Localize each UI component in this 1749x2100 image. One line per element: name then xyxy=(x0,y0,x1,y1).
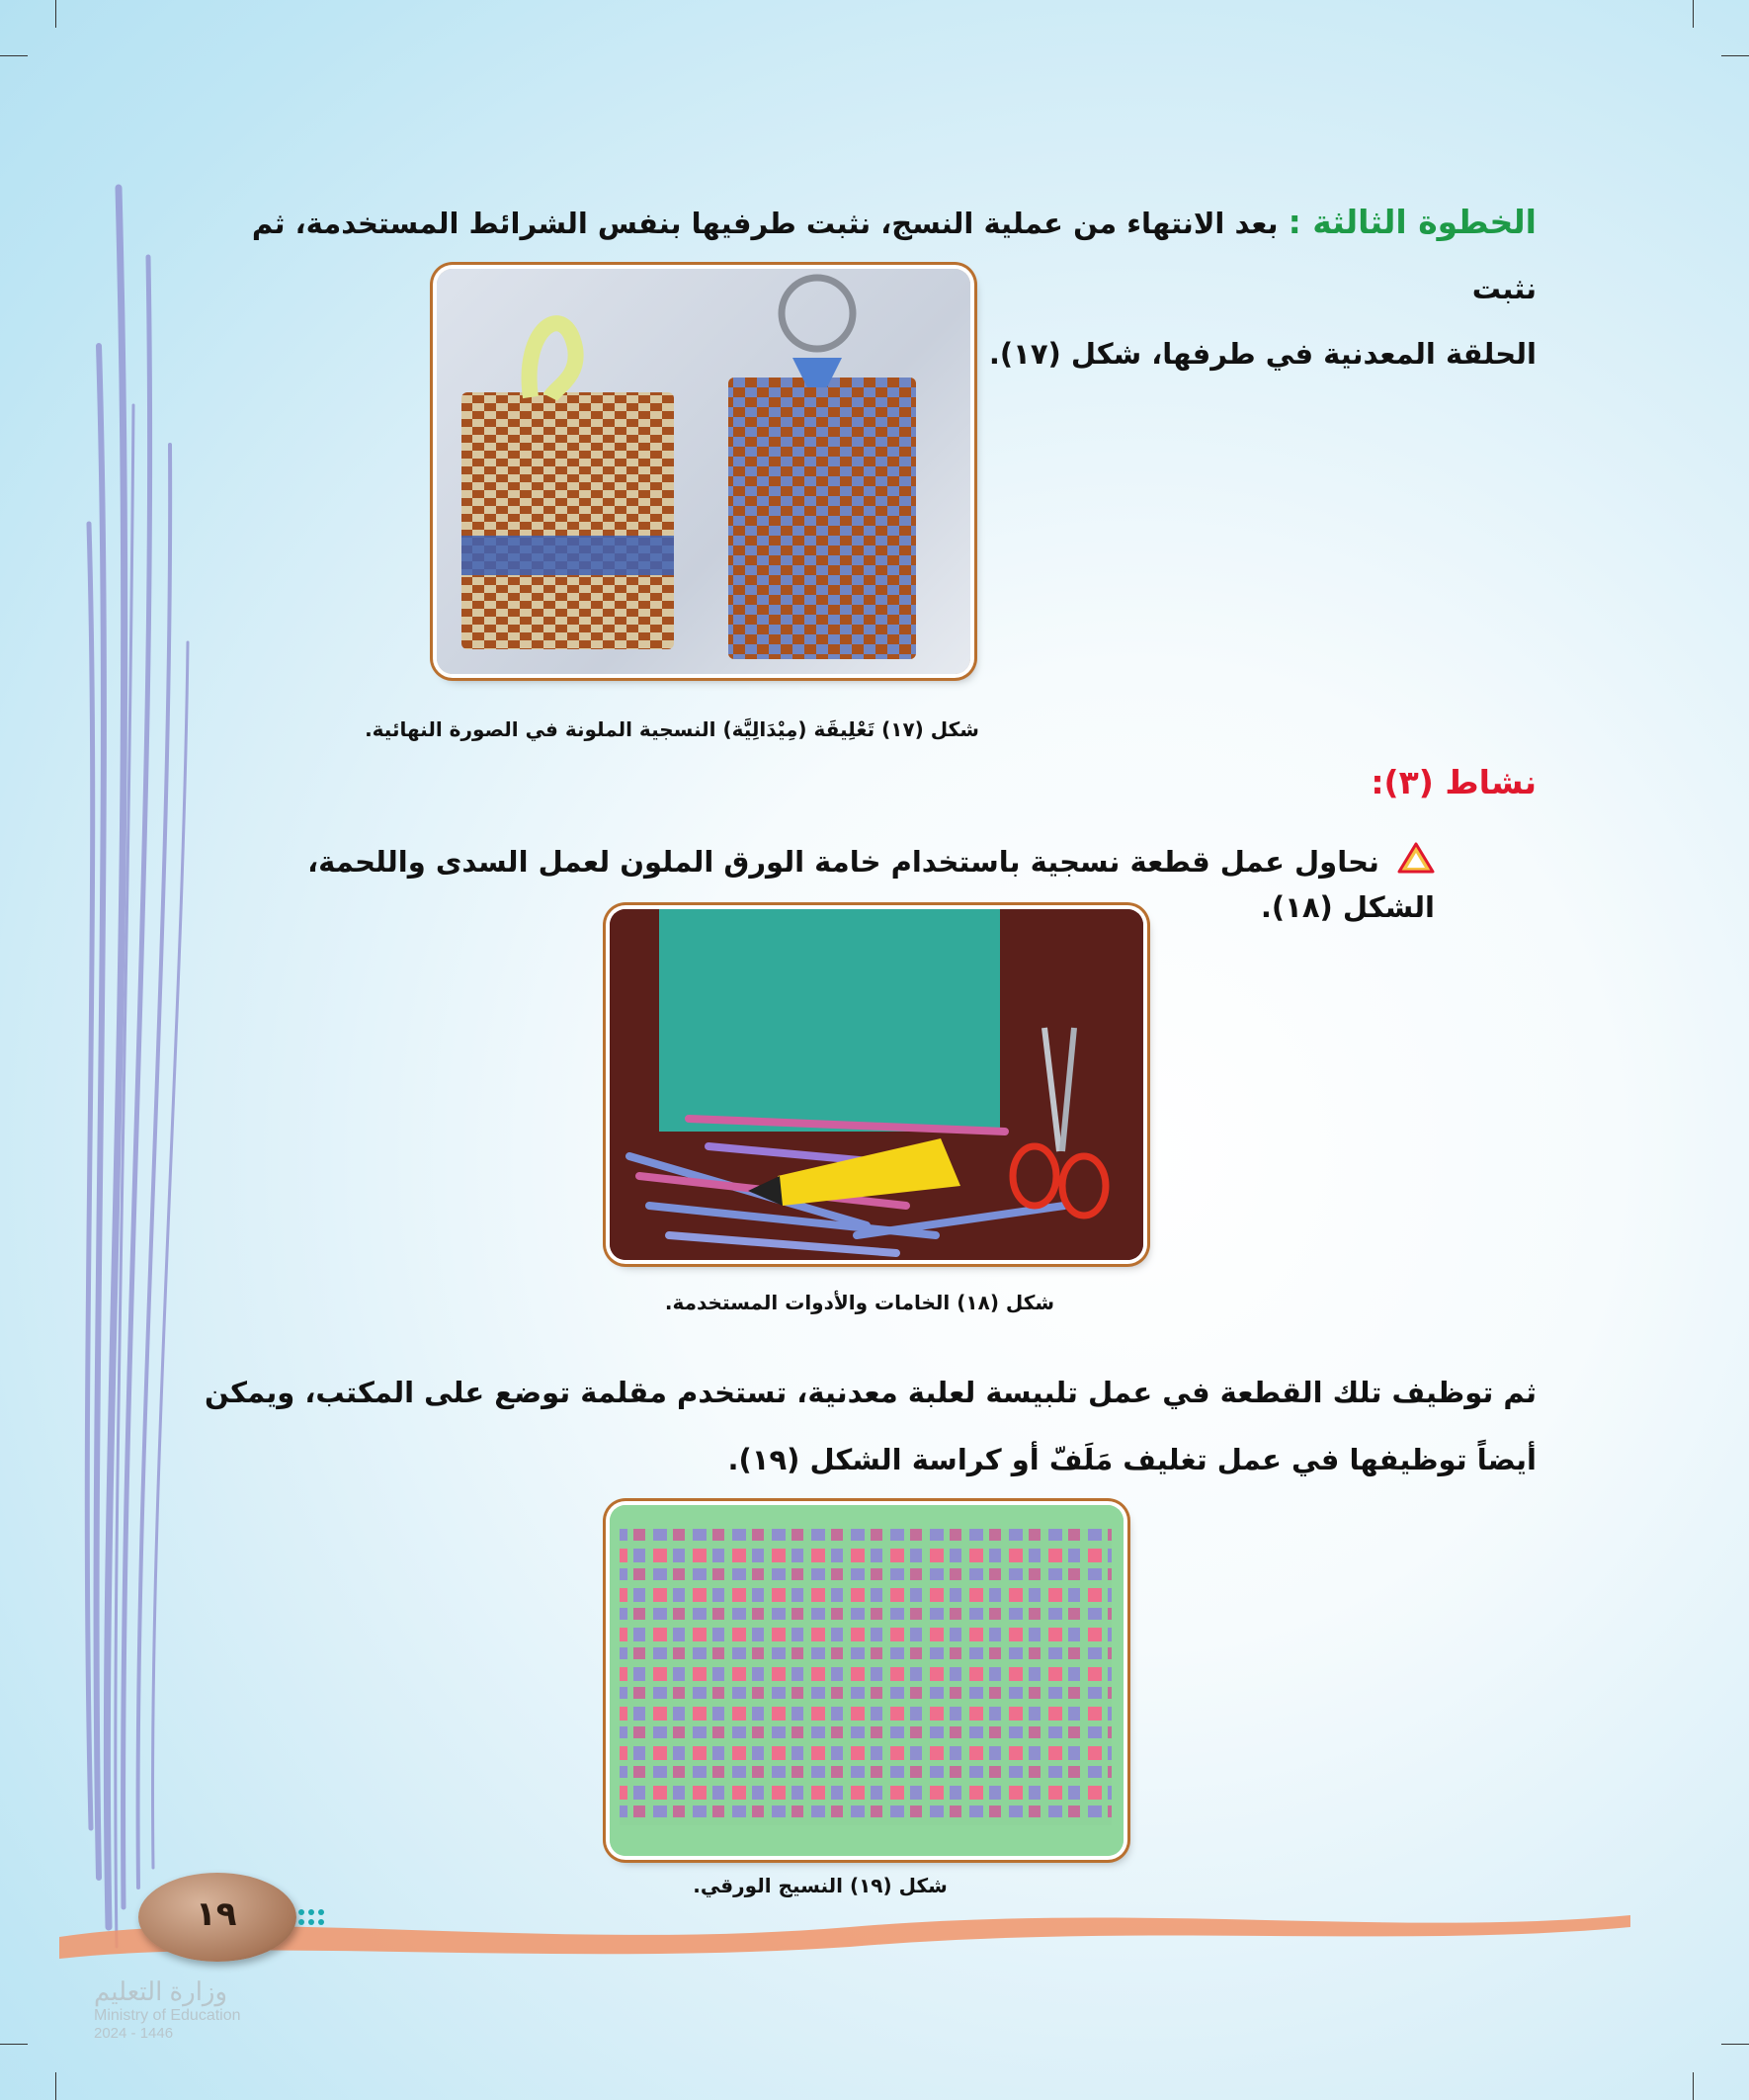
figure-17-photo xyxy=(437,269,970,674)
activity-text: نحاول عمل قطعة نسجية باستخدام خامة الورق الملون لعمل السدى واللحمة، الشكل (١٨). xyxy=(307,845,1435,924)
figure-19-caption: شكل (١٩) النسيج الورقي. xyxy=(693,1874,948,1897)
ministry-name-en: Ministry of Education xyxy=(94,2007,241,2024)
step3-heading: الخطوة الثالثة : xyxy=(1288,203,1537,241)
crop-mark xyxy=(1693,2072,1694,2100)
dots-icon xyxy=(296,1907,326,1937)
step3-line1: الخطوة الثالثة : بعد الانتهاء من عملية النسج، نثبت طرفيها بنفس الشرائط المستخدمة، ثم نثبت xyxy=(251,203,1537,305)
crop-mark xyxy=(0,2044,28,2045)
crop-mark xyxy=(1721,2044,1749,2045)
step3-line2: الحلقة المعدنية في طرفها، شكل (١٧). xyxy=(988,337,1537,371)
crop-mark xyxy=(1693,0,1694,28)
crop-mark xyxy=(1721,55,1749,56)
ministry-logo-text xyxy=(94,1976,241,2042)
paragraph-2-line1: ثم توظيف تلك القطعة في عمل تلبيسة لعلبة معدنية، تستخدم مقلمة توضع على المكتب، ويمكن xyxy=(204,1376,1537,1409)
ministry-year: 2024 - 1446 xyxy=(94,2025,174,2042)
figure-17-caption: شكل (١٧) تَعْلِيقَة (مِيْدَالِيَّة) النسجية الملونة في الصورة النهائية. xyxy=(365,717,979,741)
activity-title: نشاط (٣): xyxy=(1371,763,1537,801)
paragraph-2-line2: أيضاً توظيفها في عمل تغليف مَلَفّ أو كراسة الشكل (١٩). xyxy=(727,1443,1537,1476)
crop-mark xyxy=(0,55,28,56)
paragraph-2 xyxy=(173,1359,1537,1493)
figure-18-photo xyxy=(610,909,1143,1260)
page-number: ١٩ xyxy=(196,1894,237,1934)
crop-mark xyxy=(55,0,56,28)
warning-triangle-icon xyxy=(1397,842,1435,885)
ministry-name-ar: وزارة التعليم xyxy=(94,1976,228,2006)
crop-mark xyxy=(55,2072,56,2100)
page-number-badge xyxy=(138,1873,296,1962)
decorative-strands xyxy=(79,148,198,1976)
figure-19-photo xyxy=(610,1505,1124,1856)
figure-18-caption: شكل (١٨) الخامات والأدوات المستخدمة. xyxy=(664,1291,1055,1314)
